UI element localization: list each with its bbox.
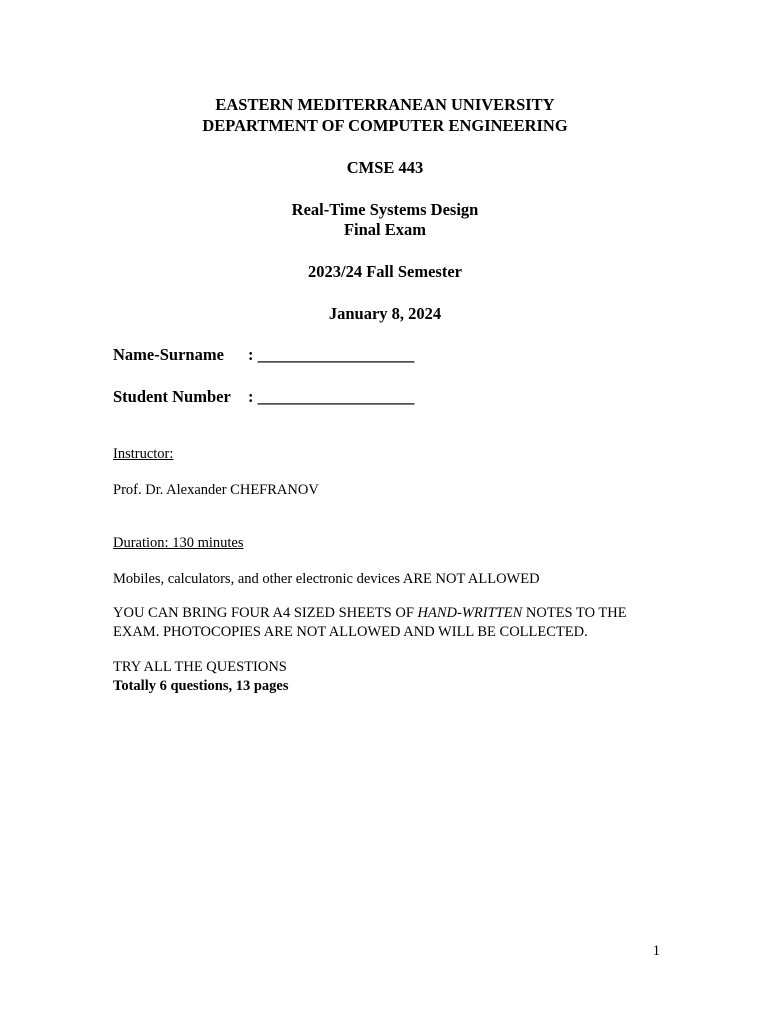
- university-name: EASTERN MEDITERRANEAN UNIVERSITY: [215, 95, 555, 114]
- department-name: DEPARTMENT OF COMPUTER ENGINEERING: [202, 116, 568, 135]
- exam-date: January 8, 2024: [328, 304, 442, 323]
- student-number-field: [113, 386, 414, 407]
- notes-rule-part2: NOTES TO THE EXAM. PHOTOCOPIES ARE NOT ALLOWED AND WILL BE COLLECTED.: [113, 605, 627, 640]
- student-number-blank[interactable]: : ___________________: [248, 387, 415, 406]
- notes-rule: [113, 604, 658, 642]
- question-totals: Totally 6 questions, 13 pages: [113, 678, 289, 694]
- name-surname-blank[interactable]: : ___________________: [248, 345, 415, 364]
- devices-rule: Mobiles, calculators, and other electronic devices ARE NOT ALLOWED: [113, 571, 540, 587]
- semester: 2023/24 Fall Semester: [308, 262, 462, 281]
- instructor-heading: Instructor:: [113, 446, 174, 462]
- try-all-questions: TRY ALL THE QUESTIONS: [113, 659, 287, 675]
- course-code: CMSE 443: [346, 158, 424, 177]
- name-surname-label: Name-Surname: [113, 345, 224, 364]
- course-title: Real-Time Systems Design: [291, 200, 479, 219]
- page-number: 1: [652, 943, 660, 959]
- notes-rule-handwritten: HAND-WRITTEN: [417, 605, 523, 621]
- duration: Duration: 130 minutes: [113, 535, 244, 551]
- exam-type: Final Exam: [343, 220, 427, 239]
- instructor-name: Prof. Dr. Alexander CHEFRANOV: [113, 482, 319, 498]
- notes-rule-part1: YOU CAN BRING FOUR A4 SIZED SHEETS OF: [113, 605, 418, 621]
- student-number-label: Student Number: [113, 387, 231, 406]
- name-surname-field: [113, 344, 414, 365]
